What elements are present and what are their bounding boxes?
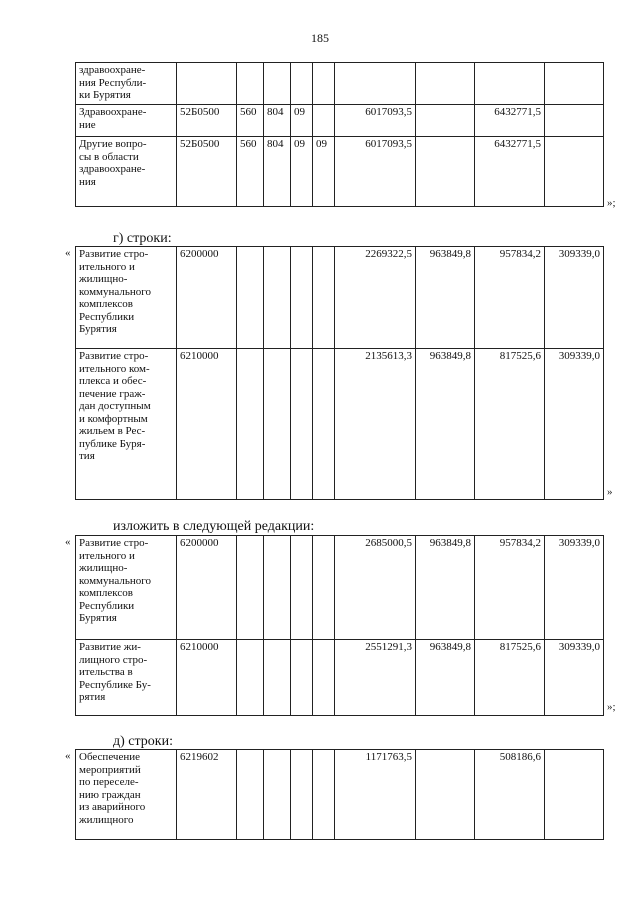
row-value-2: 963849,8: [416, 247, 475, 349]
row-c5: [291, 247, 313, 349]
row-name: Развитие стро- ительного ком- плекса и обес- печение граж- дан доступным и комфортным жильем в Рес- публике Буря- тия: [76, 349, 177, 500]
row-value-4: [545, 750, 604, 840]
row-value-4: [545, 63, 604, 105]
budget-table-continuation: [75, 62, 604, 207]
row-c3: [237, 63, 264, 105]
row-name: Здравоохране- ние: [76, 105, 177, 137]
row-name: Обеспечение мероприятий по переселе- нию граждан из аварийного жилищного: [76, 750, 177, 840]
row-c3: [237, 536, 264, 640]
section-heading: г) строки:: [113, 231, 172, 246]
row-c6: [313, 247, 335, 349]
row-c3: [237, 750, 264, 840]
row-code: 6219602: [177, 750, 237, 840]
row-c6: [313, 640, 335, 716]
row-value-2: [416, 63, 475, 105]
row-value-4: 309339,0: [545, 247, 604, 349]
row-value-2: [416, 750, 475, 840]
row-value-1: 1171763,5: [335, 750, 416, 840]
row-name: Другие вопро- сы в области здравоохране- ния: [76, 137, 177, 207]
row-code: 6210000: [177, 640, 237, 716]
table-row: [76, 63, 604, 105]
row-c3: 560: [237, 137, 264, 207]
table-row: [76, 105, 604, 137]
row-c4: [264, 349, 291, 500]
row-value-1: [335, 63, 416, 105]
row-c4: 804: [264, 137, 291, 207]
row-value-4: 309339,0: [545, 536, 604, 640]
row-value-2: 963849,8: [416, 640, 475, 716]
row-c4: [264, 63, 291, 105]
row-code: 52Б0500: [177, 137, 237, 207]
table-row: [76, 640, 604, 716]
row-code: 52Б0500: [177, 105, 237, 137]
row-c6: [313, 349, 335, 500]
row-c4: [264, 536, 291, 640]
opening-quote: «: [65, 750, 71, 762]
budget-table-new-edition: [75, 535, 604, 716]
row-value-3: 508186,6: [475, 750, 545, 840]
row-value-2: 963849,8: [416, 349, 475, 500]
row-c3: [237, 349, 264, 500]
page-number: 185: [311, 31, 329, 45]
row-c6: [313, 63, 335, 105]
section-heading: изложить в следующей редакции:: [113, 519, 315, 534]
row-c4: [264, 640, 291, 716]
row-value-3: 6432771,5: [475, 105, 545, 137]
row-c6: [313, 105, 335, 137]
table-row: [76, 137, 604, 207]
row-value-3: 817525,6: [475, 349, 545, 500]
row-c5: 09: [291, 137, 313, 207]
row-c3: [237, 247, 264, 349]
row-name: Развитие жи- лищного стро- ительства в Республике Бу- рятия: [76, 640, 177, 716]
table-row: [76, 247, 604, 349]
row-c5: [291, 750, 313, 840]
opening-quote: «: [65, 536, 71, 548]
closing-quote: »;: [607, 197, 616, 209]
row-c4: [264, 750, 291, 840]
table-row: [76, 536, 604, 640]
row-value-3: 957834,2: [475, 247, 545, 349]
row-c5: [291, 536, 313, 640]
section-heading: д) строки:: [113, 734, 173, 749]
row-name: Развитие стро- ительного и жилищно- коммунального комплексов Республики Бурятия: [76, 536, 177, 640]
row-value-3: 6432771,5: [475, 137, 545, 207]
closing-quote: »: [607, 486, 613, 498]
row-value-4: [545, 137, 604, 207]
row-name: здравоохране- ния Республи- ки Бурятия: [76, 63, 177, 105]
table-row: [76, 750, 604, 840]
row-c4: 804: [264, 105, 291, 137]
opening-quote: «: [65, 247, 71, 259]
row-name: Развитие стро- ительного и жилищно- коммунального комплексов Республики Бурятия: [76, 247, 177, 349]
row-c3: [237, 640, 264, 716]
row-value-1: 2685000,5: [335, 536, 416, 640]
row-c6: [313, 536, 335, 640]
row-value-4: [545, 105, 604, 137]
row-c5: [291, 63, 313, 105]
row-c3: 560: [237, 105, 264, 137]
row-value-1: 2551291,3: [335, 640, 416, 716]
row-value-3: 957834,2: [475, 536, 545, 640]
table-row: [76, 349, 604, 500]
budget-table-g: [75, 246, 604, 500]
row-c4: [264, 247, 291, 349]
row-code: [177, 63, 237, 105]
budget-table-d: [75, 749, 604, 840]
row-value-4: 309339,0: [545, 349, 604, 500]
row-code: 6200000: [177, 536, 237, 640]
row-code: 6210000: [177, 349, 237, 500]
row-value-3: [475, 63, 545, 105]
row-c5: 09: [291, 105, 313, 137]
row-value-4: 309339,0: [545, 640, 604, 716]
row-c6: [313, 750, 335, 840]
row-value-2: [416, 137, 475, 207]
row-value-1: 6017093,5: [335, 137, 416, 207]
row-value-2: [416, 105, 475, 137]
row-value-3: 817525,6: [475, 640, 545, 716]
row-value-1: 2269322,5: [335, 247, 416, 349]
row-value-2: 963849,8: [416, 536, 475, 640]
row-code: 6200000: [177, 247, 237, 349]
row-c5: [291, 349, 313, 500]
row-value-1: 6017093,5: [335, 105, 416, 137]
closing-quote: »;: [607, 701, 616, 713]
row-value-1: 2135613,3: [335, 349, 416, 500]
row-c5: [291, 640, 313, 716]
row-c6: 09: [313, 137, 335, 207]
